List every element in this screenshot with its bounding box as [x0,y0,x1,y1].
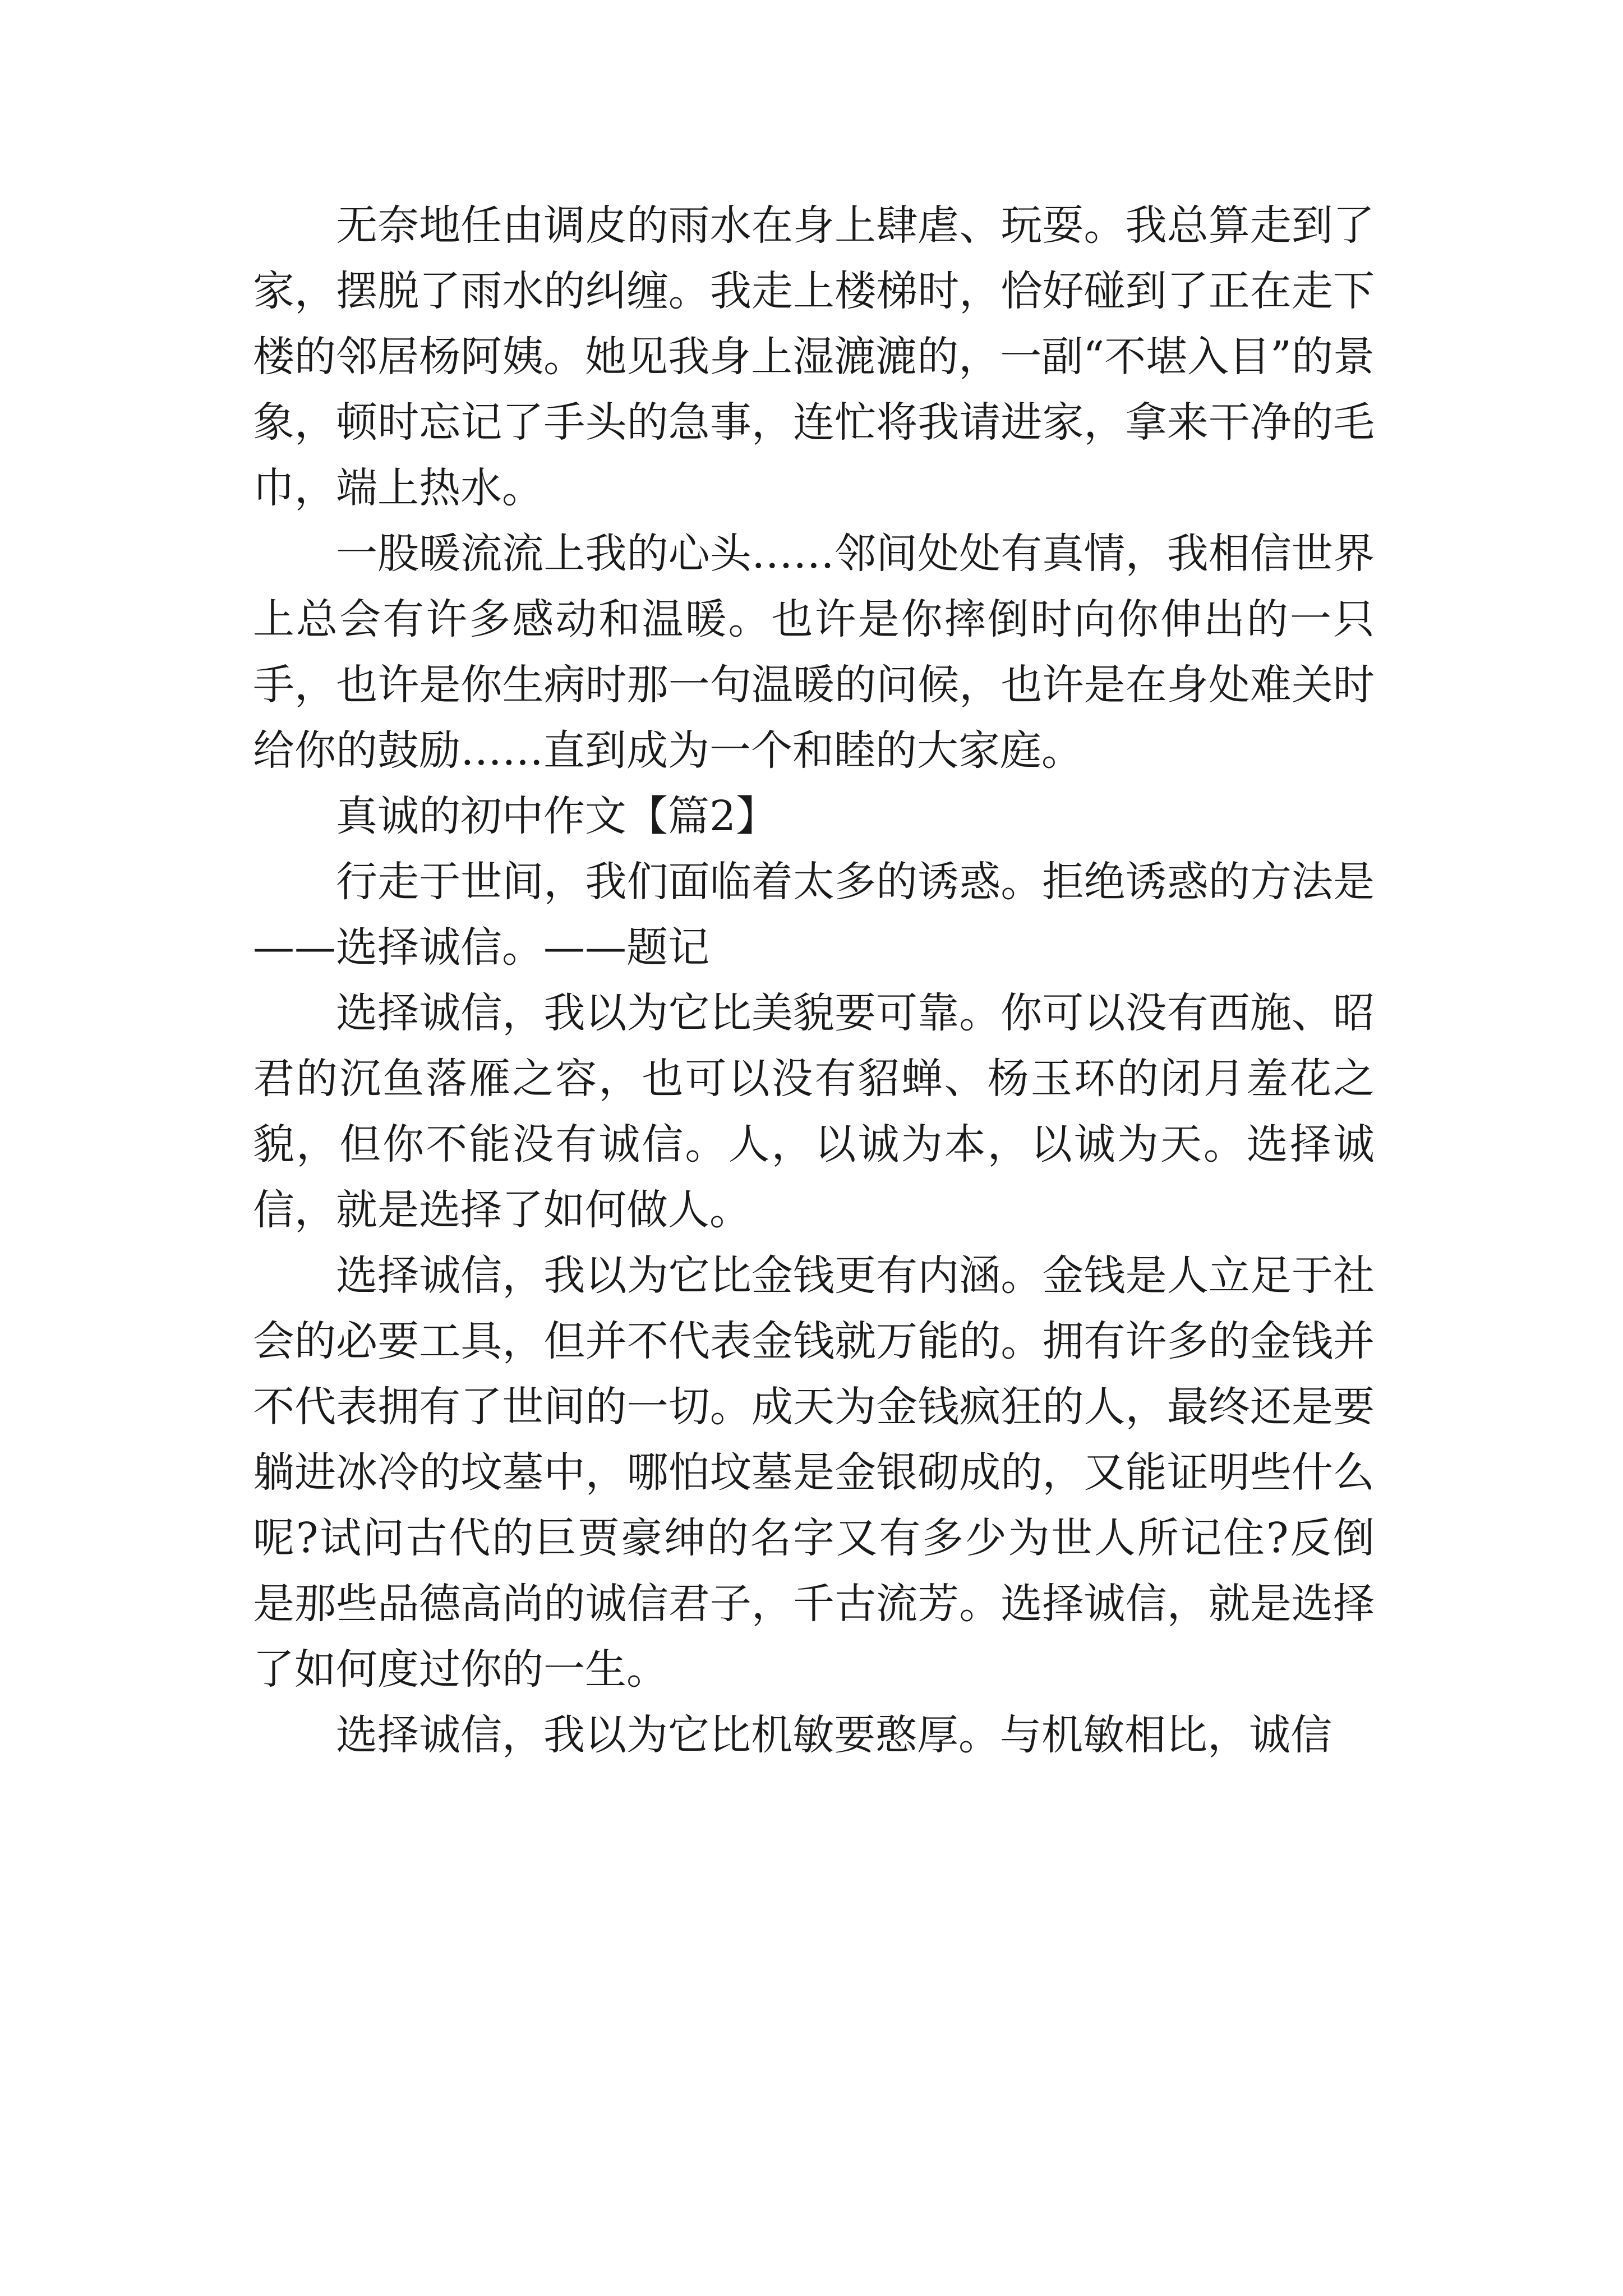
paragraph-3: 行走于世间，我们面临着太多的诱惑。拒绝诱惑的方法是——选择诚信。——题记 [253,858,1375,972]
document-body [253,193,1375,1768]
paragraph-2: 一股暖流流上我的心头……邻间处处有真情，我相信世界上总会有许多感动和温暖。也许是你摔倒时向你伸出的一只手，也许是你生病时那一句温暖的问候，也许是在身处难关时给你的鼓励……直到成为一个和睦的大家庭。 [253,530,1375,775]
paragraph-6: 选择诚信，我以为它比机敏要憨厚。与机敏相比，诚信 [336,1711,1332,1759]
paragraph-4: 选择诚信，我以为它比美貌要可靠。你可以没有西施、昭君的沉鱼落雁之容，也可以没有貂蝉、杨玉环的闭月羞花之貌，但你不能没有诚信。人，以诚为本，以诚为天。选择诚信，就是选择了如何做人。 [253,989,1375,1234]
paragraph-1: 无奈地任由调皮的雨水在身上肆虐、玩耍。我总算走到了家，摆脱了雨水的纠缠。我走上楼梯时，恰好碰到了正在走下楼的邻居杨阿姨。她见我身上湿漉漉的，一副“不堪入目”的景象，顿时忘记了手头的急事，连忙将我请进家，拿来干净的毛巾，端上热水。 [253,201,1375,512]
paragraph-5: 选择诚信，我以为它比金钱更有内涵。金钱是人立足于社会的必要工具，但并不代表金钱就万能的。拥有许多的金钱并不代表拥有了世间的一切。成天为金钱疯狂的人，最终还是要躺进冰冷的坟墓中，哪怕坟墓是金银砌成的，又能证明些什么呢?试问古代的巨贾豪绅的名字又有多少为世人所记住?反倒是那些品德高尚的诚信君子，千古流芳。选择诚信，就是选择了如何度过你的一生。 [253,1251,1375,1694]
section-heading: 真诚的初中作文【篇2】 [336,792,778,840]
